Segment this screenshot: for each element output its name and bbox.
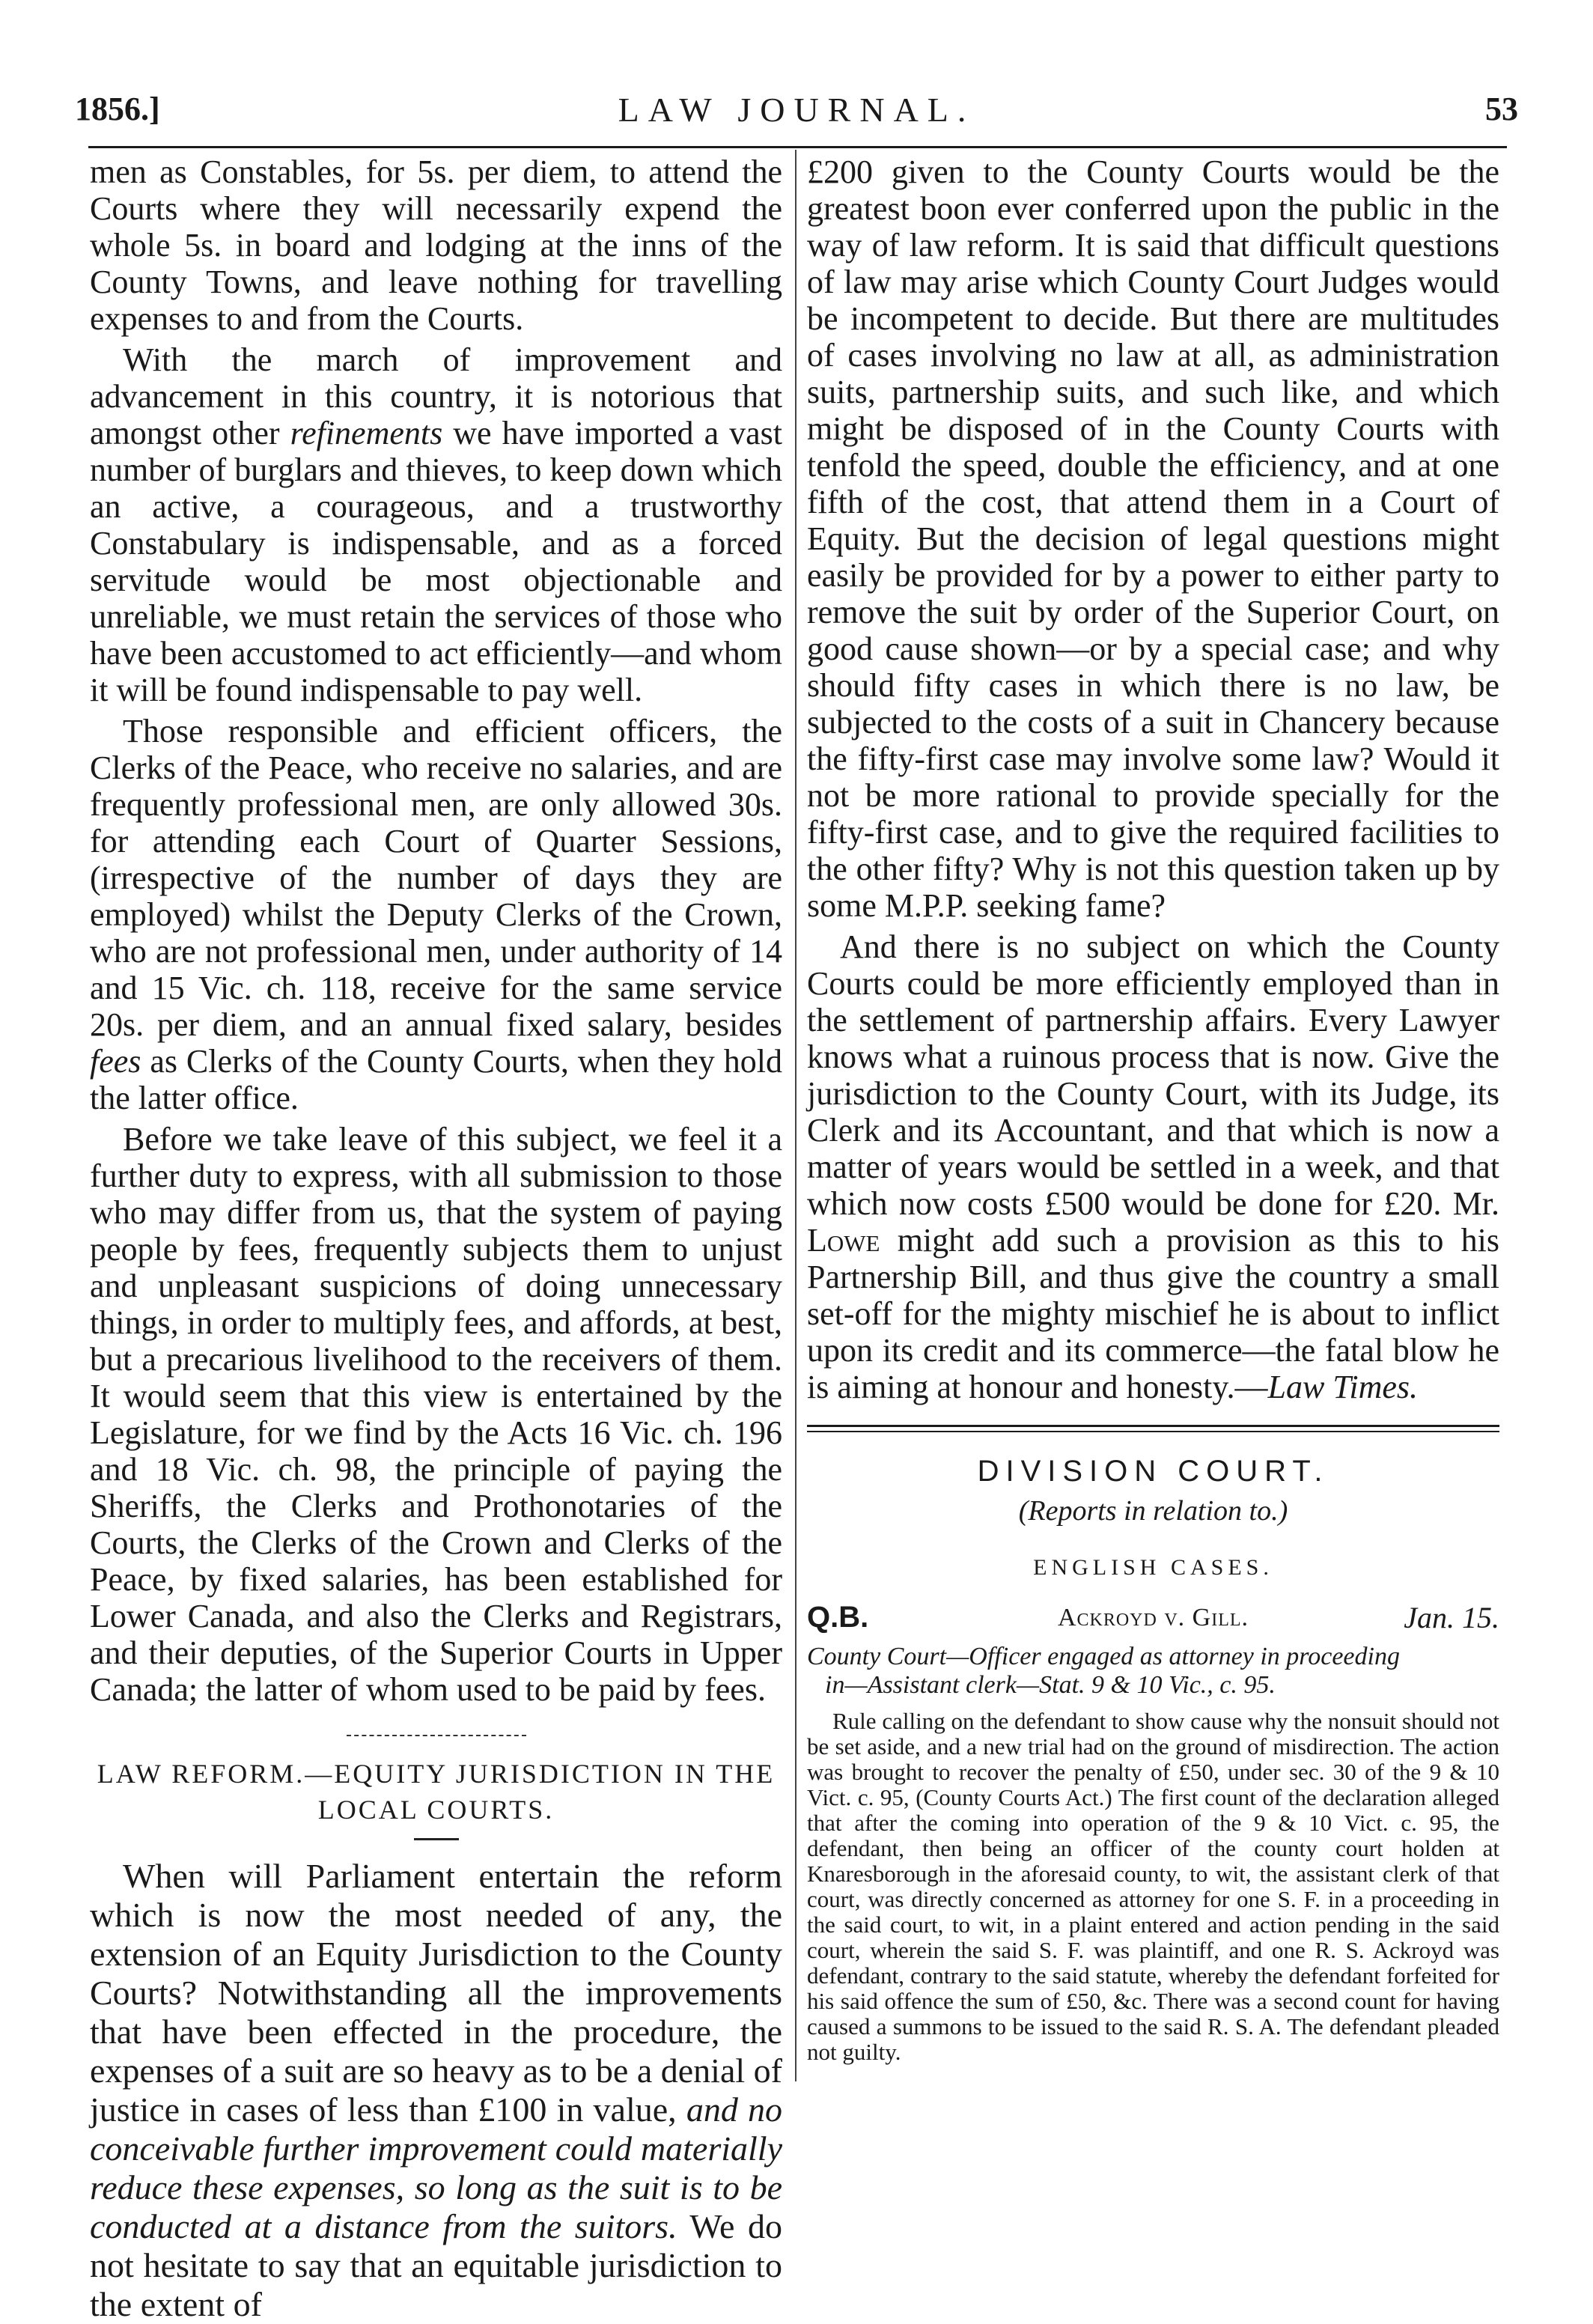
running-head: [0, 90, 1593, 135]
headnote-line-1: County Court—Officer engaged as attorney in proceeding: [807, 1643, 1400, 1670]
case-report-text: Rule calling on the defendant to show cause why the nonsuit should not be set aside, and a new trial had on the ground of misdirection. The action was brought to recover the penalty of £50, under sec. 30 of the 9 & 10 Vict. c. 95, (County Courts Act.) The first count of the declaration alleged that after the coming into operation of the 9 & 10 Vict. c. 95, the defendant, then being an officer of the county court holden at Knaresborough in the aforesaid county, to wit, the assistant clerk of that court, was directly concerned as attorney for one S. F. in a proceeding in the said court, to wit, in a plaint entered and action pending in the said court, wherein the said S. F. was plaintiff, and one R. S. Ackroyd was defendant, contrary to the said statute, whereby the defendant forfeited for his said offence the sum of £50, &c. There was a second count for having caused a summons to be issued to the said R. S. A. The defendant pleaded not guilty.: [807, 1708, 1499, 2065]
person-name: Lowe: [807, 1222, 880, 1259]
left-paragraph-2: [90, 341, 782, 708]
case-headnote: [807, 1643, 1499, 1700]
case-date: Jan. 15.: [1404, 1601, 1499, 1634]
left-paragraph-1: men as Constables, for 5s. per diem, to attend the Courts where they will necessarily expend the whole 5s. in board and lodging at the inns of the County Towns, and leave nothing for travelling expenses to and from the Courts.: [90, 153, 782, 337]
right-column: [807, 153, 1499, 2065]
emphasis-text: fees: [90, 1043, 141, 1080]
case-name: Ackroyd v. Gill.: [1057, 1604, 1249, 1631]
source-citation: Law Times.: [1267, 1369, 1419, 1405]
text-span: We do not hesitate to say that an equitable jurisdiction to the extent of: [90, 2207, 782, 2323]
text-span: as Clerks of the County Courts, when they hold the latter office.: [90, 1043, 782, 1116]
heading-rule: [414, 1838, 459, 1840]
english-cases-heading: ENGLISH CASES.: [1033, 1555, 1273, 1580]
section-heading: [90, 1756, 782, 1828]
division-court-subtitle: (Reports in relation to.): [1018, 1495, 1288, 1527]
text-span: With the march of improvement and advancement in this country, it is notorious that amongst other: [90, 341, 782, 451]
right-paragraph-2: [807, 928, 1499, 1405]
left-paragraph-3: [90, 713, 782, 1116]
column-divider: [795, 150, 796, 2081]
section-heading-line-2: LOCAL COURTS.: [317, 1795, 555, 1825]
text-span: Those responsible and efficient officers, the Clerks of the Peace, who receive no salaries, and are frequently professional men, are only allowed 30s. for attending each Court of Quarter Sessions, (irrespective of the number of days they are employed) whilst the Deputy Clerks of the Crown, who are not professional men, under authority of 14 and 15 Vic. ch. 118, receive for the same service 20s. per diem, and an annual fixed salary, besides: [90, 713, 782, 1043]
header-rule: [88, 146, 1507, 148]
header-year: 1856.]: [75, 91, 160, 127]
double-rule-separator: [807, 1425, 1499, 1432]
division-court-title: DIVISION COURT.: [977, 1455, 1329, 1488]
text-span: we have imported a vast number of burglars and thieves, to keep down which an active, a courageous, and a trustworthy Constabulary is indispensable, and as a forced servitude would be most objectionable and unreliable, we must retain the services of those who have been accustomed to act efficiently—and whom it will be found indispensable to pay well.: [90, 415, 783, 708]
emphasis-text: refinements: [290, 415, 443, 451]
case-court: Q.B.: [807, 1601, 869, 1634]
case-title-line: [807, 1599, 1499, 1641]
text-span: When will Parliament entertain the reform which is now the most needed of any, the extension of an Equity Jurisdiction to the County Courts? Notwithstanding all the improvements that have been effected in the procedure, the expenses of a suit are so heavy as to be a denial of justice in cases of less than £100 in value,: [90, 1857, 782, 2129]
left-paragraph-5: [90, 1857, 782, 2324]
text-span: might add such a provision as this to his Partnership Bill, and thus give the country a small set-off for the mighty mischief he is about to inflict upon its credit and its commerce—the fatal blow he is aiming at honour and honesty.—: [807, 1222, 1499, 1405]
emphasis-text: and no conceivable further improvement could materially reduce these expenses, so long as the suit is to be conducted at a distance from the suitors.: [90, 2090, 782, 2245]
section-separator: [347, 1735, 526, 1736]
left-column: [90, 153, 782, 2324]
right-paragraph-1: £200 given to the County Courts would be the greatest boon ever conferred upon the public in the way of law reform. It is said that difficult questions of law may arise which County Court Judges would be incompetent to decide. But there are multitudes of cases involving no law at all, as administration suits, partnership suits, and such like, and which might be disposed of in the County Courts with tenfold the speed, double the efficiency, and at one fifth of the cost, that attend them in a Court of Equity. But the decision of legal questions might easily be provided for by a power to either party to remove the suit by order of the Superior Court, on good cause shown—or by a special case; and why should fifty cases in which there is no law, be subjected to the costs of a suit in Chancery because the fifty-first case may involve some law? Would it not be more rational to provide specially for the fifty-first case, and to give the required facilities to the other fifty? Why is not this question taken up by some M.P.P. seeking fame?: [807, 153, 1499, 924]
journal-title: LAW JOURNAL.: [618, 91, 975, 129]
left-paragraph-4: Before we take leave of this subject, we feel it a further duty to express, with all submission to those who may differ from us, that the system of paying people by fees, frequently subjects them to unjust and unpleasant suspicions of doing unnecessary things, in order to multiply fees, and affords, at best, but a precarious livelihood to the receivers of them. It would seem that this view is entertained by the Legislature, for we find by the Acts 16 Vic. ch. 196 and 18 Vic. ch. 98, the principle of paying the Sheriffs, the Clerks and Prothonotaries of the Courts, the Clerks of the Crown and Clerks of the Peace, by fixed salaries, has been established for Lower Canada, and also the Clerks and Registrars, and their deputies, of the Superior Courts in Upper Canada; the latter of whom used to be paid by fees.: [90, 1121, 782, 1708]
section-heading-line-1: LAW REFORM.—EQUITY JURISDICTION IN THE: [97, 1759, 776, 1789]
headnote-line-2: in—Assistant clerk—Stat. 9 & 10 Vic., c. 95.: [825, 1671, 1276, 1699]
text-span: And there is no subject on which the County Courts could be more efficiently employed than in the settlement of partnership affairs. Every Lawyer knows what a ruinous process that is now. Give the jurisdiction to the County Court, with its Judge, its Clerk and its Accountant, and that which is now a matter of years would be settled in a week, and that which now costs £500 would be done for £20. Mr.: [807, 928, 1499, 1222]
page-number: 53: [1485, 91, 1518, 127]
